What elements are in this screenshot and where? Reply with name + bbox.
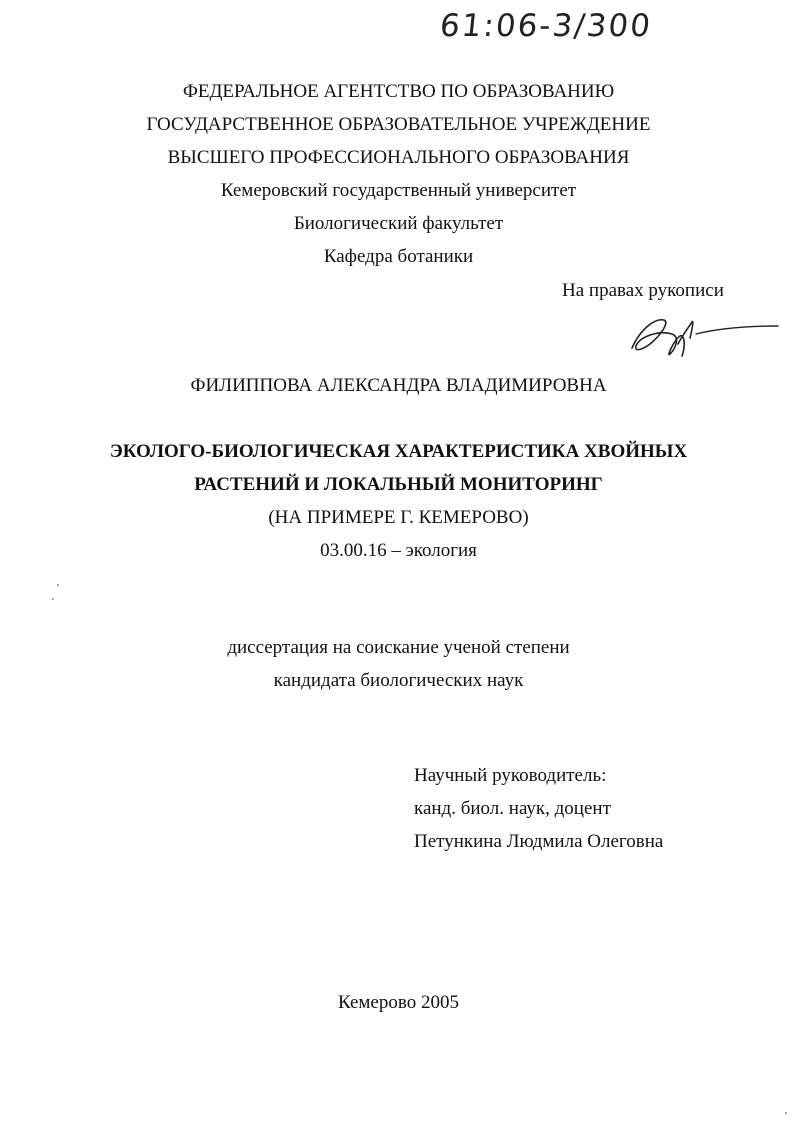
- department-line: Кафедра ботаники: [323, 246, 474, 267]
- city-year: Кемерово 2005: [338, 992, 459, 1013]
- title-line-1: ЭКОЛОГО-БИОЛОГИЧЕСКАЯ ХАРАКТЕРИСТИКА ХВОЙНЫХ: [109, 441, 688, 462]
- scan-speck: [57, 584, 59, 586]
- title-line-2: РАСТЕНИЙ И ЛОКАЛЬНЫЙ МОНИТОРИНГ: [194, 474, 603, 495]
- supervisor-name: Петункина Людмила Олеговна: [414, 831, 664, 852]
- degree-line-1: диссертация на соискание ученой степени: [227, 637, 570, 658]
- institution-type-line: ГОСУДАРСТВЕННОЕ ОБРАЗОВАТЕЛЬНОЕ УЧРЕЖДЕНИЕ: [146, 114, 651, 135]
- faculty-line: Биологический факультет: [293, 213, 504, 234]
- scan-speck: [785, 1112, 787, 1114]
- agency-line: ФЕДЕРАЛЬНОЕ АГЕНТСТВО ПО ОБРАЗОВАНИЮ: [182, 81, 615, 102]
- university-line: Кемеровский государственный университет: [220, 180, 577, 201]
- manuscript-note: На правах рукописи: [562, 280, 724, 301]
- degree-line-2: кандидата биологических наук: [273, 670, 524, 691]
- scan-speck: [52, 598, 54, 600]
- author-name: ФИЛИППОВА АЛЕКСАНДРА ВЛАДИМИРОВНА: [190, 375, 607, 396]
- supervisor-label: Научный руководитель:: [414, 765, 607, 786]
- archive-code-handwritten: 61:06-3/300: [438, 8, 654, 44]
- education-level-line: ВЫСШЕГО ПРОФЕССИОНАЛЬНОГО ОБРАЗОВАНИЯ: [167, 147, 630, 168]
- specialty-code: 03.00.16 – экология: [320, 540, 477, 561]
- supervisor-rank: канд. биол. наук, доцент: [414, 798, 611, 819]
- title-subtitle: (НА ПРИМЕРЕ Г. КЕМЕРОВО): [268, 507, 529, 528]
- signature-image: [620, 300, 790, 370]
